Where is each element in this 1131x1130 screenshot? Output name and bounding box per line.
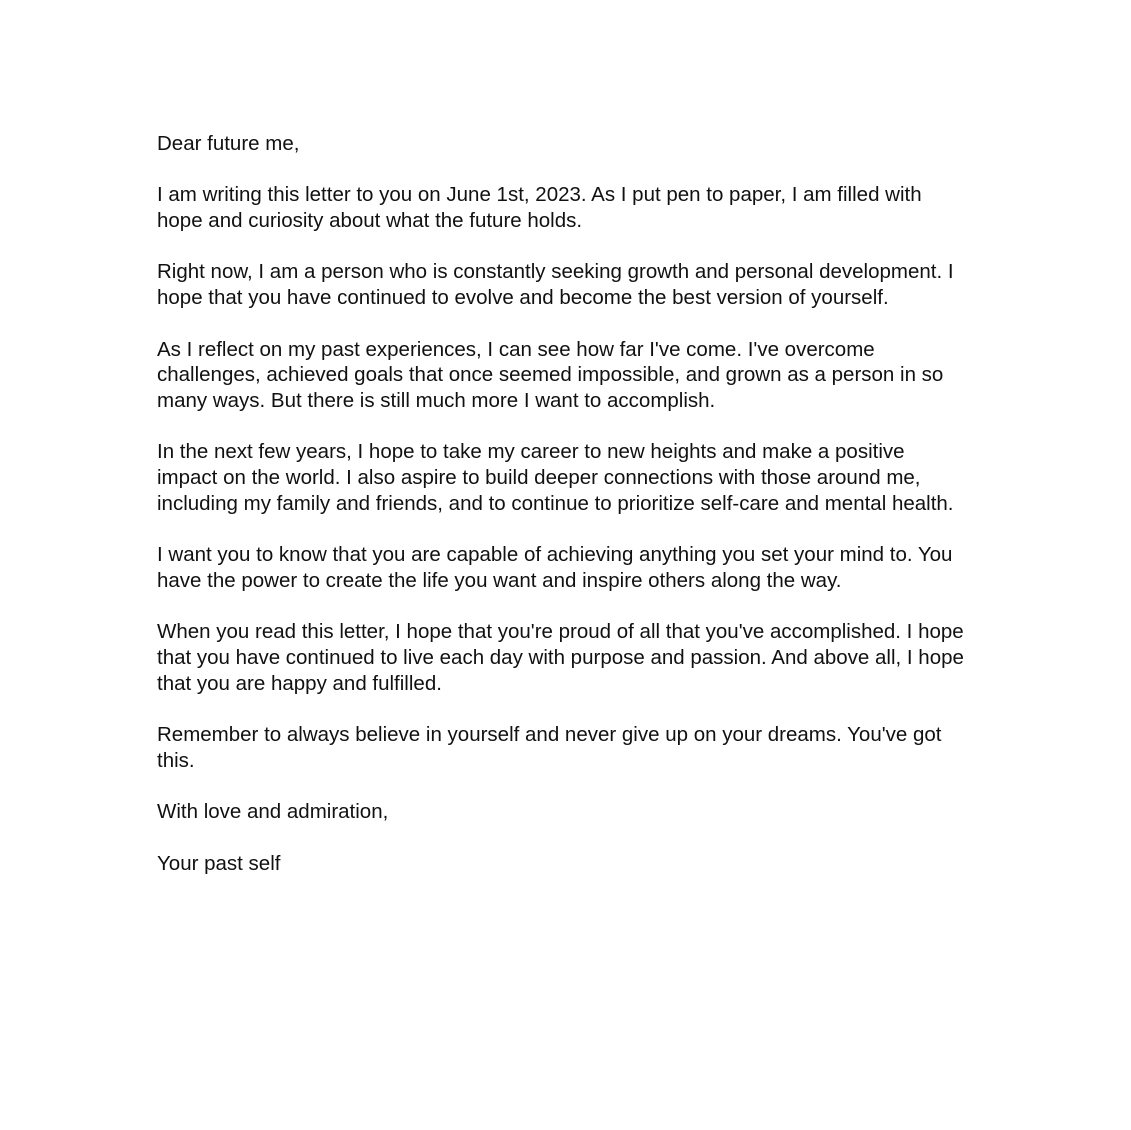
letter-paragraph-6: When you read this letter, I hope that you're proud of all that you've accomplished. I hope that you have continued to live each day with purpose and passion. And above all, I hope that you are happy and fulfilled. bbox=[157, 620, 964, 695]
letter-paragraph-1: I am writing this letter to you on June 1st, 2023. As I put pen to paper, I am filled with hope and curiosity about what the future holds. bbox=[157, 183, 922, 233]
letter-paragraph-2: Right now, I am a person who is constantly seeking growth and personal development. I hope that you have continued to evolve and become the best version of yourself. bbox=[157, 260, 954, 310]
letter-paragraph-3: As I reflect on my past experiences, I can see how far I've come. I've overcome challenges, achieved goals that once seemed impossible, and grown as a person in so many ways. But there is still much more I want to accomplish. bbox=[157, 337, 944, 412]
letter-paragraph-4: In the next few years, I hope to take my career to new heights and make a positive impact on the world. I also aspire to build deeper connections with those around me, including my family and friends, and to continue to prioritize self-care and mental health. bbox=[157, 440, 954, 515]
letter-signature: Your past self bbox=[157, 851, 281, 875]
letter-salutation: Dear future me, bbox=[157, 132, 300, 155]
letter-closing: With love and admiration, bbox=[157, 800, 389, 824]
letter-paragraph-7: Remember to always believe in yourself and never give up on your dreams. You've got this. bbox=[157, 723, 942, 772]
letter-body bbox=[157, 131, 967, 876]
letter-paragraph-5: I want you to know that you are capable of achieving anything you set your mind to. You have the power to create the life you want and inspire others along the way. bbox=[157, 543, 953, 592]
